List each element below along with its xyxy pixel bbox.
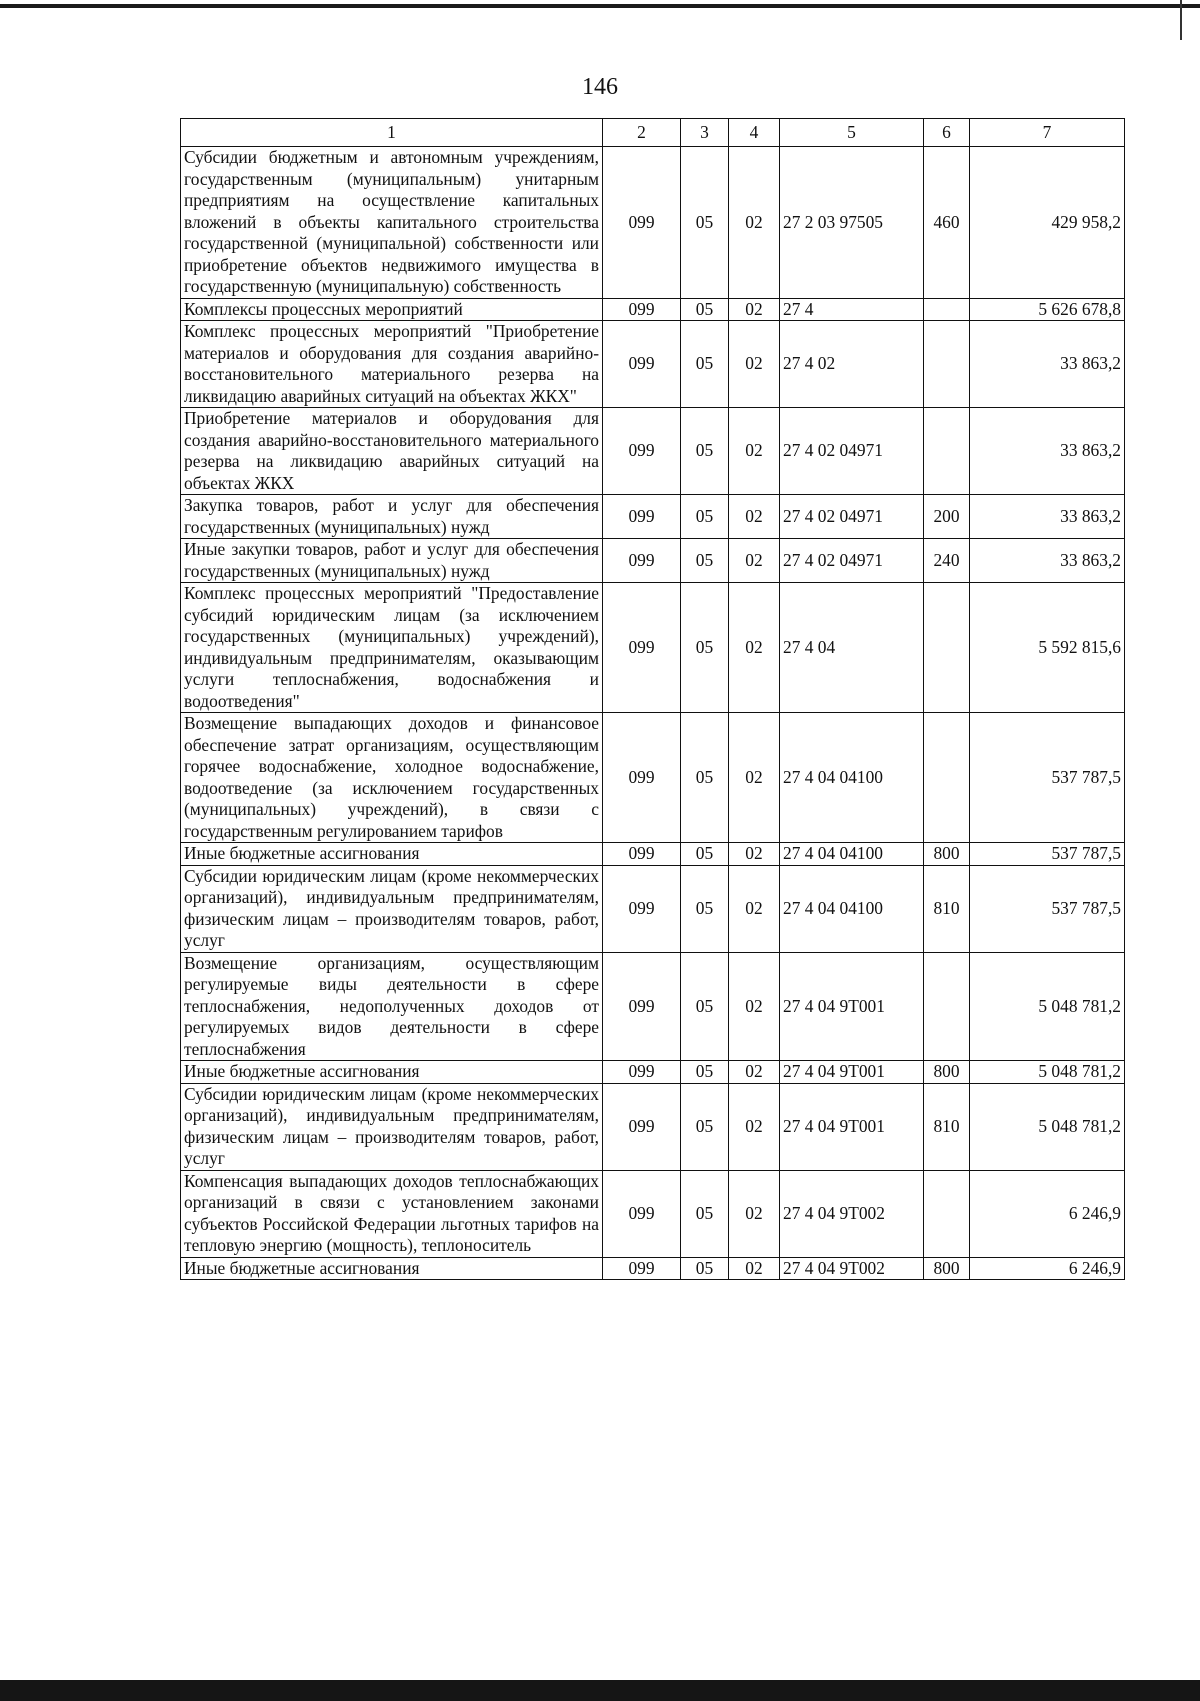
cell-target-code: 27 4 04 bbox=[780, 583, 924, 713]
cell-ministry-code: 099 bbox=[603, 147, 681, 299]
cell-expense-type: 800 bbox=[924, 1061, 970, 1084]
column-header: 7 bbox=[970, 119, 1125, 147]
cell-target-code: 27 4 bbox=[780, 298, 924, 321]
row-name-cell: Иные закупки товаров, работ и услуг для обеспечения государственных (муниципальных) нужд bbox=[181, 539, 603, 583]
column-header: 1 bbox=[181, 119, 603, 147]
cell-amount: 5 048 781,2 bbox=[970, 1061, 1125, 1084]
cell-target-code: 27 4 04 04100 bbox=[780, 865, 924, 952]
cell-target-code: 27 4 04 9Т001 bbox=[780, 1061, 924, 1084]
table-row bbox=[181, 865, 1125, 952]
cell-ministry-code: 099 bbox=[603, 1061, 681, 1084]
cell-expense-type bbox=[924, 713, 970, 843]
cell-expense-type bbox=[924, 408, 970, 495]
cell-ministry-code: 099 bbox=[603, 1257, 681, 1280]
cell-subsection-code: 02 bbox=[729, 1061, 780, 1084]
cell-expense-type bbox=[924, 952, 970, 1061]
cell-subsection-code: 02 bbox=[729, 865, 780, 952]
table-row bbox=[181, 952, 1125, 1061]
page-number: 146 bbox=[582, 74, 618, 100]
column-header: 3 bbox=[681, 119, 729, 147]
table-row bbox=[181, 1170, 1125, 1257]
cell-ministry-code: 099 bbox=[603, 495, 681, 539]
cell-expense-type: 810 bbox=[924, 1083, 970, 1170]
cell-ministry-code: 099 bbox=[603, 321, 681, 408]
table-row bbox=[181, 298, 1125, 321]
table-header-row bbox=[181, 119, 1125, 147]
table-row bbox=[181, 147, 1125, 299]
cell-amount: 537 787,5 bbox=[970, 843, 1125, 866]
cell-subsection-code: 02 bbox=[729, 713, 780, 843]
cell-ministry-code: 099 bbox=[603, 713, 681, 843]
cell-section-code: 05 bbox=[681, 147, 729, 299]
table-row bbox=[181, 713, 1125, 843]
column-header: 2 bbox=[603, 119, 681, 147]
cell-target-code: 27 4 02 bbox=[780, 321, 924, 408]
cell-amount: 5 626 678,8 bbox=[970, 298, 1125, 321]
cell-amount: 6 246,9 bbox=[970, 1170, 1125, 1257]
cell-subsection-code: 02 bbox=[729, 539, 780, 583]
row-name-cell: Иные бюджетные ассигнования bbox=[181, 1257, 603, 1280]
cell-target-code: 27 2 03 97505 bbox=[780, 147, 924, 299]
cell-amount: 33 863,2 bbox=[970, 321, 1125, 408]
row-name-cell: Комплекс процессных мероприятий "Предоставление субсидий юридическим лицам (за исключением государственных (муниципальных) учреждений), индивидуальным предпринимателям, оказывающим услуги теплоснабжения, водоснабжения и водоотведения" bbox=[181, 583, 603, 713]
cell-expense-type bbox=[924, 1170, 970, 1257]
cell-ministry-code: 099 bbox=[603, 298, 681, 321]
cell-target-code: 27 4 04 9Т002 bbox=[780, 1257, 924, 1280]
cell-section-code: 05 bbox=[681, 321, 729, 408]
table-row bbox=[181, 1061, 1125, 1084]
cell-ministry-code: 099 bbox=[603, 865, 681, 952]
table-row bbox=[181, 843, 1125, 866]
cell-expense-type: 800 bbox=[924, 843, 970, 866]
cell-target-code: 27 4 02 04971 bbox=[780, 495, 924, 539]
cell-expense-type: 240 bbox=[924, 539, 970, 583]
row-name-cell: Возмещение выпадающих доходов и финансовое обеспечение затрат организациям, осуществляющим горячее водоснабжение, холодное водоснабжение, водоотведение (за исключением государственных (муниципальных) учреждений), в связи с государственным регулированием тарифов bbox=[181, 713, 603, 843]
cell-target-code: 27 4 04 04100 bbox=[780, 713, 924, 843]
column-header: 4 bbox=[729, 119, 780, 147]
cell-amount: 537 787,5 bbox=[970, 865, 1125, 952]
cell-subsection-code: 02 bbox=[729, 843, 780, 866]
column-header: 5 bbox=[780, 119, 924, 147]
row-name-cell: Компенсация выпадающих доходов теплоснабжающих организаций в связи с установлением законами субъектов Российской Федерации льготных тарифов на тепловую энергию (мощность), теплоноситель bbox=[181, 1170, 603, 1257]
row-name-cell: Комплекс процессных мероприятий "Приобретение материалов и оборудования для создания аварийно-восстановительного материального резерва на ликвидацию аварийных ситуаций на объектах ЖКХ" bbox=[181, 321, 603, 408]
cell-expense-type: 460 bbox=[924, 147, 970, 299]
cell-section-code: 05 bbox=[681, 843, 729, 866]
row-name-cell: Возмещение организациям, осуществляющим регулируемые виды деятельности в сфере теплоснабжения, недополученных доходов от регулируемых видов деятельности в сфере теплоснабжения bbox=[181, 952, 603, 1061]
row-name-cell: Закупка товаров, работ и услуг для обеспечения государственных (муниципальных) нужд bbox=[181, 495, 603, 539]
cell-subsection-code: 02 bbox=[729, 495, 780, 539]
scan-border-top bbox=[0, 4, 1200, 8]
cell-subsection-code: 02 bbox=[729, 952, 780, 1061]
cell-amount: 5 592 815,6 bbox=[970, 583, 1125, 713]
cell-target-code: 27 4 02 04971 bbox=[780, 408, 924, 495]
cell-ministry-code: 099 bbox=[603, 539, 681, 583]
cell-ministry-code: 099 bbox=[603, 1083, 681, 1170]
cell-target-code: 27 4 04 9Т002 bbox=[780, 1170, 924, 1257]
cell-section-code: 05 bbox=[681, 298, 729, 321]
cell-subsection-code: 02 bbox=[729, 321, 780, 408]
table-row bbox=[181, 408, 1125, 495]
table-row bbox=[181, 1083, 1125, 1170]
cell-amount: 429 958,2 bbox=[970, 147, 1125, 299]
cell-section-code: 05 bbox=[681, 1257, 729, 1280]
cell-amount: 33 863,2 bbox=[970, 495, 1125, 539]
row-name-cell: Субсидии юридическим лицам (кроме некоммерческих организаций), индивидуальным предпринимателям, физическим лицам – производителям товаров, работ, услуг bbox=[181, 865, 603, 952]
cell-amount: 537 787,5 bbox=[970, 713, 1125, 843]
cell-subsection-code: 02 bbox=[729, 583, 780, 713]
cell-subsection-code: 02 bbox=[729, 147, 780, 299]
cell-subsection-code: 02 bbox=[729, 408, 780, 495]
row-name-cell: Субсидии бюджетным и автономным учреждениям, государственным (муниципальным) унитарным предприятиям на осуществление капитальных вложений в объекты капитального строительства государственной (муниципальной) собственности или приобретение объектов недвижимого имущества в государственную (муниципальную) собственность bbox=[181, 147, 603, 299]
cell-ministry-code: 099 bbox=[603, 952, 681, 1061]
table-row bbox=[181, 583, 1125, 713]
row-name-cell: Приобретение материалов и оборудования для создания аварийно-восстановительного материального резерва на ликвидацию аварийных ситуаций на объектах ЖКХ bbox=[181, 408, 603, 495]
scan-mark-right bbox=[1180, 0, 1182, 40]
cell-amount: 6 246,9 bbox=[970, 1257, 1125, 1280]
table-row bbox=[181, 495, 1125, 539]
cell-section-code: 05 bbox=[681, 865, 729, 952]
cell-expense-type: 800 bbox=[924, 1257, 970, 1280]
cell-subsection-code: 02 bbox=[729, 1083, 780, 1170]
cell-section-code: 05 bbox=[681, 1170, 729, 1257]
cell-subsection-code: 02 bbox=[729, 1257, 780, 1280]
cell-section-code: 05 bbox=[681, 583, 729, 713]
cell-section-code: 05 bbox=[681, 952, 729, 1061]
scan-border-bottom bbox=[0, 1680, 1200, 1701]
cell-target-code: 27 4 02 04971 bbox=[780, 539, 924, 583]
cell-section-code: 05 bbox=[681, 713, 729, 843]
cell-section-code: 05 bbox=[681, 1083, 729, 1170]
cell-target-code: 27 4 04 9Т001 bbox=[780, 1083, 924, 1170]
table-row bbox=[181, 539, 1125, 583]
cell-ministry-code: 099 bbox=[603, 1170, 681, 1257]
cell-expense-type: 200 bbox=[924, 495, 970, 539]
cell-section-code: 05 bbox=[681, 495, 729, 539]
cell-expense-type: 810 bbox=[924, 865, 970, 952]
cell-amount: 33 863,2 bbox=[970, 539, 1125, 583]
cell-amount: 5 048 781,2 bbox=[970, 952, 1125, 1061]
row-name-cell: Комплексы процессных мероприятий bbox=[181, 298, 603, 321]
cell-target-code: 27 4 04 04100 bbox=[780, 843, 924, 866]
cell-section-code: 05 bbox=[681, 539, 729, 583]
table-body bbox=[181, 147, 1125, 1280]
row-name-cell: Иные бюджетные ассигнования bbox=[181, 1061, 603, 1084]
table-row bbox=[181, 321, 1125, 408]
cell-expense-type bbox=[924, 321, 970, 408]
cell-ministry-code: 099 bbox=[603, 843, 681, 866]
cell-expense-type bbox=[924, 583, 970, 713]
cell-ministry-code: 099 bbox=[603, 583, 681, 713]
cell-target-code: 27 4 04 9Т001 bbox=[780, 952, 924, 1061]
cell-subsection-code: 02 bbox=[729, 298, 780, 321]
row-name-cell: Иные бюджетные ассигнования bbox=[181, 843, 603, 866]
cell-ministry-code: 099 bbox=[603, 408, 681, 495]
cell-section-code: 05 bbox=[681, 1061, 729, 1084]
column-header: 6 bbox=[924, 119, 970, 147]
budget-table bbox=[180, 118, 1125, 1280]
cell-section-code: 05 bbox=[681, 408, 729, 495]
table-row bbox=[181, 1257, 1125, 1280]
cell-amount: 33 863,2 bbox=[970, 408, 1125, 495]
row-name-cell: Субсидии юридическим лицам (кроме некоммерческих организаций), индивидуальным предпринимателям, физическим лицам – производителям товаров, работ, услуг bbox=[181, 1083, 603, 1170]
cell-amount: 5 048 781,2 bbox=[970, 1083, 1125, 1170]
cell-expense-type bbox=[924, 298, 970, 321]
cell-subsection-code: 02 bbox=[729, 1170, 780, 1257]
